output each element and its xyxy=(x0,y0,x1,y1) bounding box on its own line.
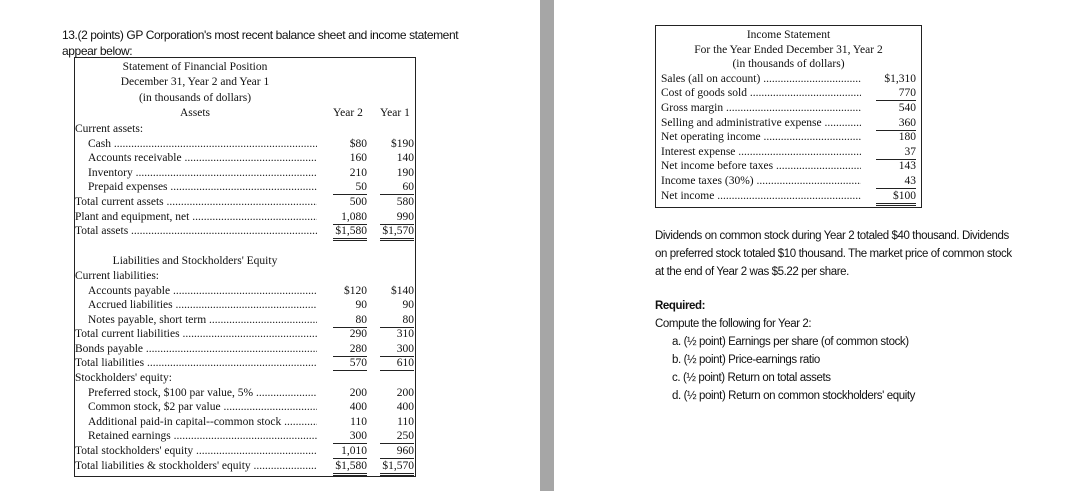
row-label: Stockholders' equity: xyxy=(75,372,172,384)
row-label: Preferred stock, $100 par value, 5% ..... xyxy=(88,386,317,400)
row-label: Current liabilities: xyxy=(75,270,159,282)
row-value: $1,310 xyxy=(884,73,916,85)
value-year-2: 290 xyxy=(349,328,367,340)
table-row xyxy=(75,224,415,238)
page-gutter xyxy=(540,0,554,491)
value-year-1: 250 xyxy=(380,429,414,444)
row-label: Total assets ..... xyxy=(75,224,317,238)
row-value: 360 xyxy=(876,116,916,131)
required-section xyxy=(655,297,1065,405)
row-value: 37 xyxy=(876,145,916,160)
row-label: Net operating income ..... xyxy=(661,130,861,144)
row-value: 143 xyxy=(898,160,916,172)
row-value: 43 xyxy=(876,174,916,189)
balance-sheet-subtitle: December 31, Year 2 and Year 1 xyxy=(120,76,270,88)
required-item-a: a. (½ point) Earnings per share (of common stock) xyxy=(672,336,909,348)
table-row xyxy=(75,327,415,341)
value-year-2: 1,080 xyxy=(333,210,367,225)
value-year-1: 90 xyxy=(402,299,414,311)
row-label: Cash ..... xyxy=(88,137,317,151)
value-year-2: 110 xyxy=(350,416,367,428)
column-header-year-1: Year 1 xyxy=(380,107,410,119)
value-year-2: 300 xyxy=(333,429,367,444)
row-label: Bonds payable ..... xyxy=(75,342,317,356)
table-row xyxy=(75,151,415,165)
question-title xyxy=(62,27,502,59)
assets-heading: Assets xyxy=(179,107,211,119)
table-row xyxy=(656,72,921,86)
dividends-note xyxy=(655,227,1065,281)
row-value: 770 xyxy=(876,86,916,101)
table-row xyxy=(75,254,415,268)
balance-sheet-title: Statement of Financial Position xyxy=(122,61,268,73)
value-year-1: 140 xyxy=(396,152,414,164)
value-year-1: 960 xyxy=(380,444,414,459)
row-value: 180 xyxy=(898,131,916,143)
value-year-2: 500 xyxy=(349,196,367,208)
question-line-2: appear below: xyxy=(62,44,133,58)
value-year-1: 190 xyxy=(396,167,414,179)
value-year-1: $190 xyxy=(391,138,414,150)
value-year-2: 160 xyxy=(349,152,367,164)
value-year-1: 60 xyxy=(380,180,414,195)
table-row xyxy=(656,189,921,203)
table-row xyxy=(656,130,921,144)
value-year-2: 90 xyxy=(355,299,367,311)
table-row xyxy=(75,137,415,151)
row-label: Total stockholders' equity ..... xyxy=(75,444,317,458)
row-label: Net income before taxes ..... xyxy=(661,159,861,173)
row-label: Plant and equipment, net ..... xyxy=(75,210,317,224)
income-statement-subtitle: For the Year Ended December 31, Year 2 xyxy=(694,44,883,56)
value-year-1: 300 xyxy=(380,342,414,357)
value-year-1: 990 xyxy=(380,210,414,225)
dividends-note-line-1: Dividends on common stock during Year 2 totaled $40 thousand. Dividends xyxy=(655,230,1009,242)
row-label: Notes payable, short term ..... xyxy=(88,313,317,327)
row-label: Sales (all on account) ..... xyxy=(661,72,861,86)
table-row xyxy=(75,166,415,180)
row-label: Cost of goods sold ..... xyxy=(661,86,861,100)
value-year-1: 580 xyxy=(396,196,414,208)
question-line-1: 13.(2 points) GP Corporation's most recent balance sheet and income statement xyxy=(62,28,459,42)
value-year-2: $80 xyxy=(349,138,367,150)
table-row xyxy=(656,101,921,115)
dividends-note-line-3: at the end of Year 2 was $5.22 per share. xyxy=(655,266,849,278)
table-row xyxy=(75,122,415,136)
table-row xyxy=(75,313,415,327)
right-page xyxy=(554,0,1067,491)
income-statement-title: Income Statement xyxy=(746,29,831,41)
value-year-2: $120 xyxy=(344,285,367,297)
table-row xyxy=(75,269,415,283)
row-label: Current assets: xyxy=(75,123,144,135)
row-label: Total current assets ..... xyxy=(75,195,317,209)
table-row xyxy=(75,195,415,209)
table-row xyxy=(75,342,415,356)
value-year-1: $140 xyxy=(391,285,414,297)
row-label: Interest expense ..... xyxy=(661,145,861,159)
value-year-2: $1,580 xyxy=(333,224,367,241)
row-label: Income taxes (30%) ..... xyxy=(661,174,861,188)
row-label: Accounts payable ..... xyxy=(88,284,317,298)
table-row xyxy=(75,210,415,224)
table-row xyxy=(75,386,415,400)
value-year-2: 280 xyxy=(333,342,367,357)
required-intro: Compute the following for Year 2: xyxy=(655,318,812,330)
value-year-1: 110 xyxy=(397,416,414,428)
row-label: Prepaid expenses ..... xyxy=(88,180,317,194)
table-row xyxy=(75,356,415,370)
column-header-year-2: Year 2 xyxy=(333,107,363,119)
value-year-1: $1,570 xyxy=(380,459,414,476)
table-row xyxy=(75,459,415,473)
income-statement-table xyxy=(655,25,922,208)
value-year-2: 80 xyxy=(333,313,367,328)
table-row xyxy=(656,145,921,159)
required-item-c: c. (½ point) Return on total assets xyxy=(672,372,831,384)
row-label: Selling and administrative expense ..... xyxy=(661,116,861,130)
row-value: $100 xyxy=(876,189,916,206)
value-year-2: 400 xyxy=(349,401,367,413)
balance-sheet-table xyxy=(74,57,416,477)
row-label: Total current liabilities ..... xyxy=(75,327,317,341)
liabilities-heading: Liabilities and Stockholders' Equity xyxy=(112,255,278,267)
value-year-1: 610 xyxy=(380,356,414,371)
row-label: Total liabilities ..... xyxy=(75,356,317,370)
table-row xyxy=(75,180,415,194)
required-item-d: d. (½ point) Return on common stockholders' equity xyxy=(672,390,915,402)
table-row xyxy=(656,116,921,130)
table-row xyxy=(75,298,415,312)
value-year-2: 50 xyxy=(333,180,367,195)
value-year-2: $1,580 xyxy=(333,459,367,476)
table-row xyxy=(656,174,921,188)
table-row xyxy=(75,444,415,458)
table-row xyxy=(75,371,415,385)
required-item-b: b. (½ point) Price-earnings ratio xyxy=(672,354,820,366)
row-value: 540 xyxy=(898,102,916,114)
value-year-1: 80 xyxy=(380,313,414,328)
row-label: Net income ..... xyxy=(661,189,861,203)
value-year-1: $1,570 xyxy=(380,224,414,241)
table-row xyxy=(75,415,415,429)
row-label: Additional paid-in capital--common stock ..... xyxy=(88,415,317,429)
row-label: Retained earnings ..... xyxy=(88,429,317,443)
value-year-2: 210 xyxy=(349,167,367,179)
value-year-1: 310 xyxy=(396,328,414,340)
value-year-1: 200 xyxy=(396,387,414,399)
balance-sheet-units: (in thousands of dollars) xyxy=(138,92,252,104)
row-label: Total liabilities & stockholders' equity ..... xyxy=(75,459,317,473)
table-row xyxy=(656,86,921,100)
table-row xyxy=(75,400,415,414)
required-title: Required: xyxy=(655,300,706,312)
value-year-2: 1,010 xyxy=(333,444,367,459)
row-label: Inventory ..... xyxy=(88,166,317,180)
table-row xyxy=(75,429,415,443)
value-year-2: 570 xyxy=(333,356,367,371)
row-label: Common stock, $2 par value ..... xyxy=(88,400,317,414)
dividends-note-line-2: on preferred stock totaled $10 thousand. The market price of common stock xyxy=(655,248,1012,260)
row-label: Accrued liabilities ..... xyxy=(88,298,317,312)
table-row xyxy=(75,284,415,298)
row-label: Accounts receivable ..... xyxy=(88,151,317,165)
value-year-2: 200 xyxy=(349,387,367,399)
income-statement-units: (in thousands of dollars) xyxy=(732,58,845,70)
table-row xyxy=(656,159,921,173)
row-label: Gross margin ..... xyxy=(661,101,861,115)
value-year-1: 400 xyxy=(396,401,414,413)
